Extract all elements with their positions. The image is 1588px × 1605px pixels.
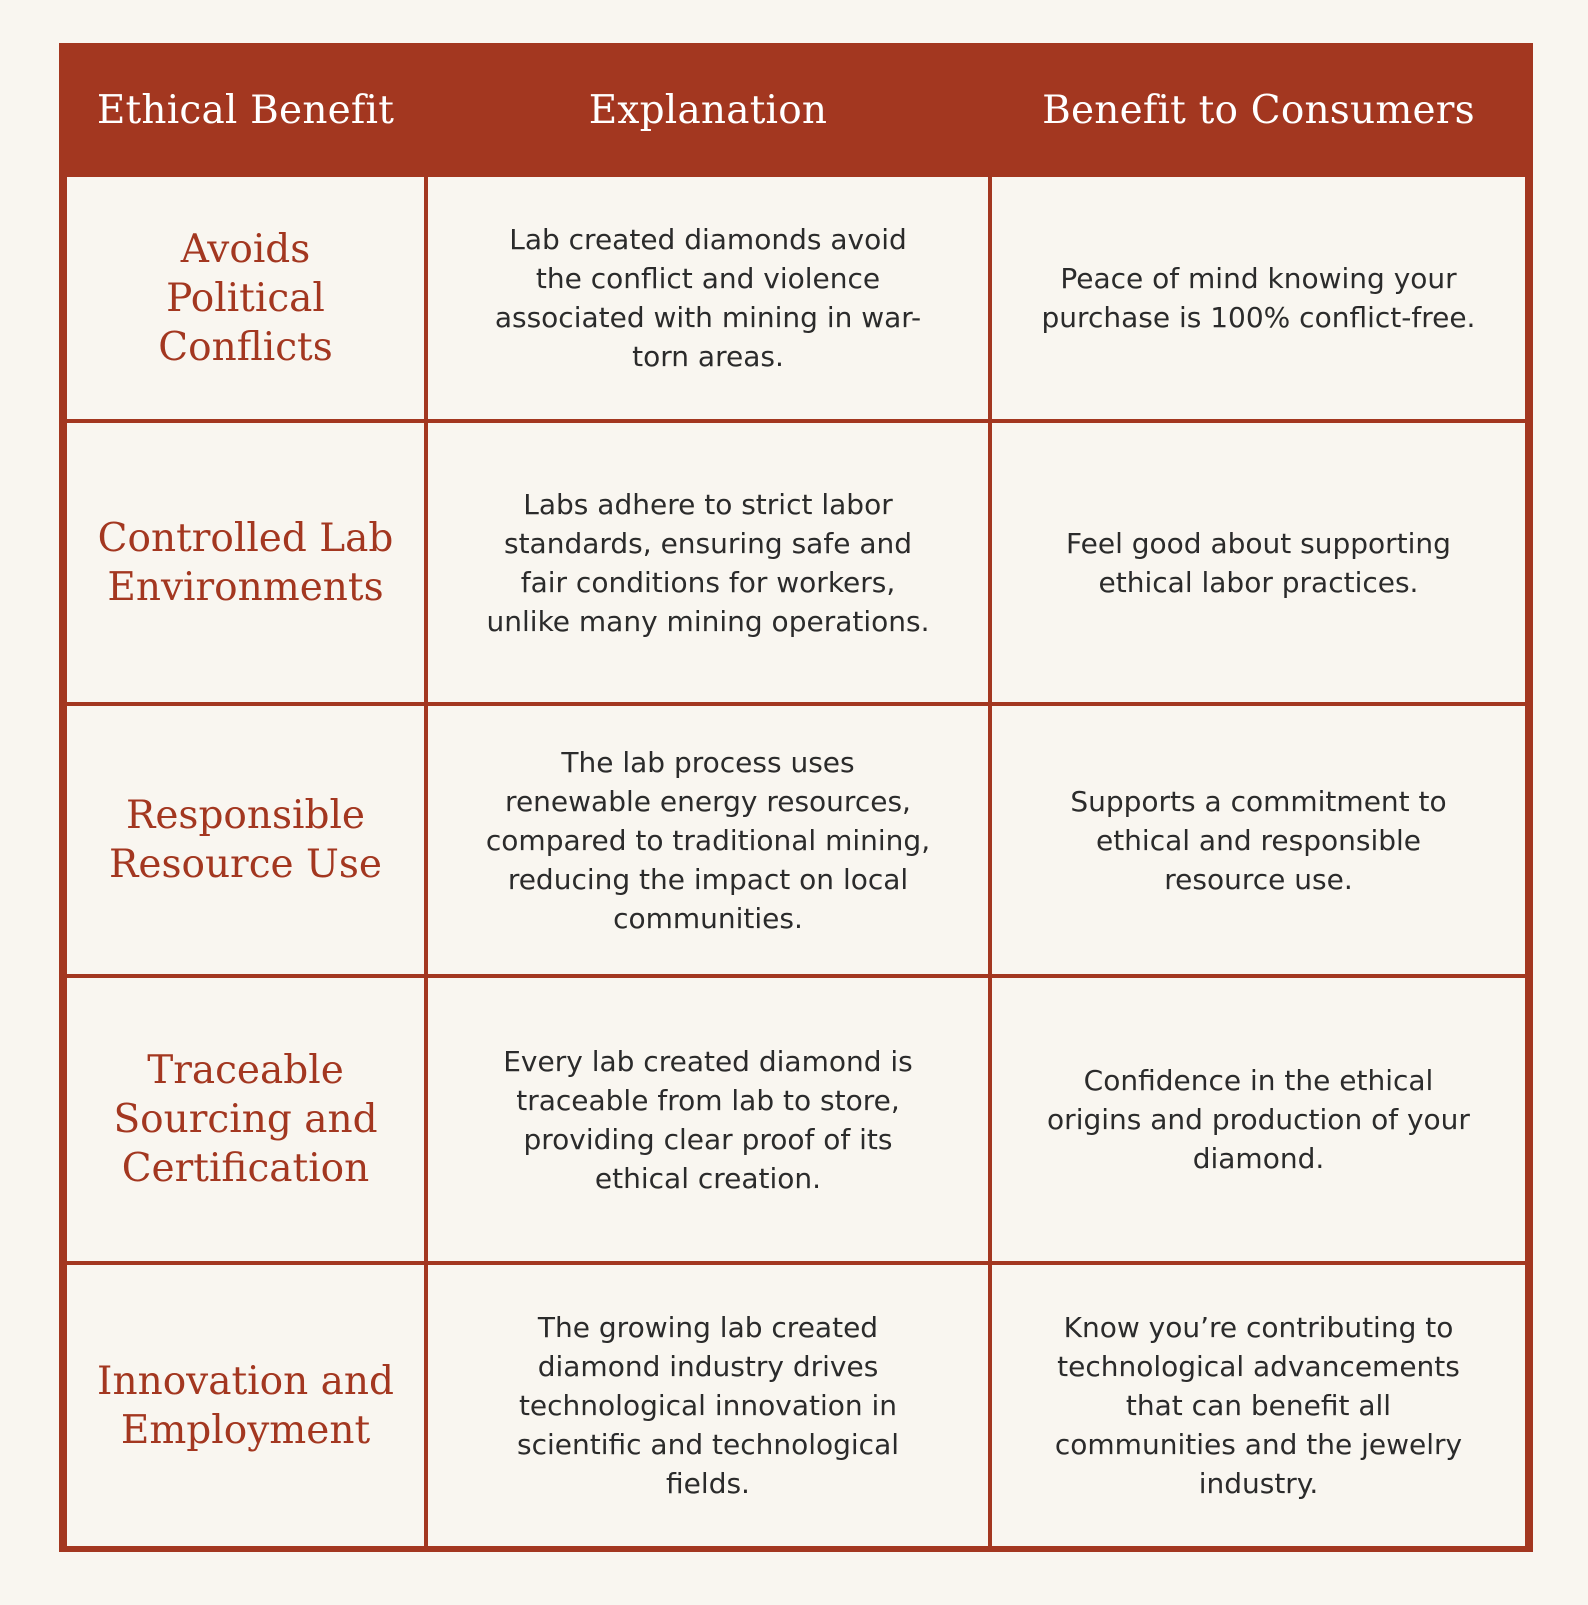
table-header: [65, 47, 1527, 175]
benefit-cell: Controlled Lab Environments: [65, 421, 426, 704]
explanation-cell: The lab process uses renewable energy resources, compared to traditional mining, reducing the impact on local communities.: [426, 704, 990, 976]
table-row: [65, 976, 1527, 1263]
ethical-benefits-table: [59, 43, 1533, 1552]
consumer-benefit-cell: Supports a commitment to ethical and responsible resource use.: [990, 704, 1527, 976]
table-row: [65, 1263, 1527, 1548]
table-body: [65, 175, 1527, 1548]
consumer-benefit-cell: Know you’re contributing to technological advancements that can benefit all communities and the jewelry industry.: [990, 1263, 1527, 1548]
consumer-benefit-cell: Peace of mind knowing your purchase is 100% conflict-free.: [990, 175, 1527, 421]
table-row: [65, 704, 1527, 976]
benefit-cell: Traceable Sourcing and Certification: [65, 976, 426, 1263]
table-row: [65, 175, 1527, 421]
explanation-cell: Every lab created diamond is traceable from lab to store, providing clear proof of its ethical creation.: [426, 976, 990, 1263]
explanation-cell: The growing lab created diamond industry drives technological innovation in scientific and technological fields.: [426, 1263, 990, 1548]
explanation-cell: Labs adhere to strict labor standards, ensuring safe and fair conditions for workers, unlike many mining operations.: [426, 421, 990, 704]
explanation-cell: Lab created diamonds avoid the conflict and violence associated with mining in war-torn areas.: [426, 175, 990, 421]
header-ethical-benefit: Ethical Benefit: [65, 47, 426, 175]
consumer-benefit-cell: Feel good about supporting ethical labor practices.: [990, 421, 1527, 704]
benefit-cell: Innovation and Employment: [65, 1263, 426, 1548]
benefit-cell: Responsible Resource Use: [65, 704, 426, 976]
benefit-cell: Avoids Political Conflicts: [65, 175, 426, 421]
header-benefit-to-consumers: Benefit to Consumers: [990, 47, 1527, 175]
header-explanation: Explanation: [426, 47, 990, 175]
table-row: [65, 421, 1527, 704]
header-row: [65, 47, 1527, 175]
consumer-benefit-cell: Confidence in the ethical origins and production of your diamond.: [990, 976, 1527, 1263]
table: [63, 47, 1529, 1550]
